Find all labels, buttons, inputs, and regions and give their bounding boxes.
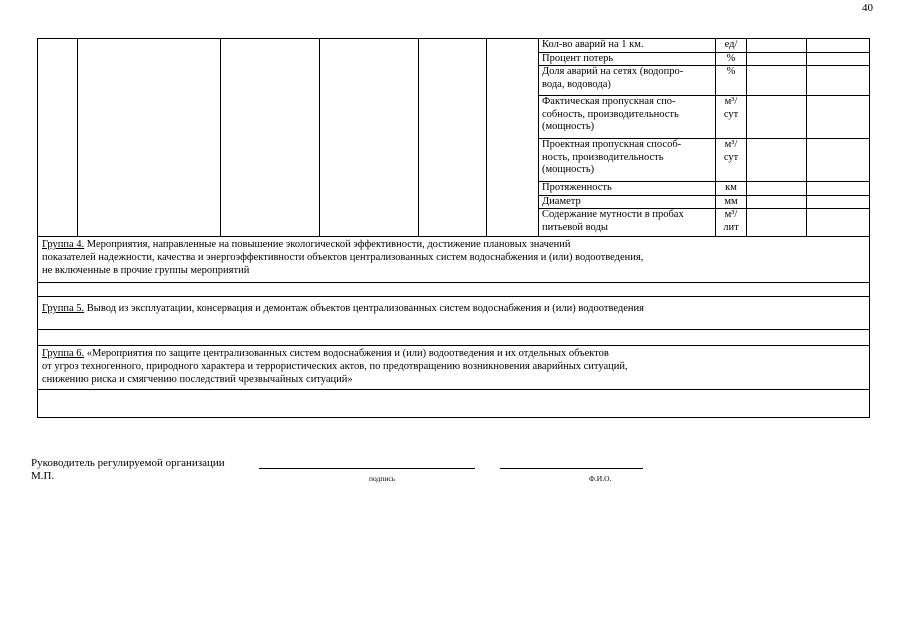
empty-cell — [38, 39, 78, 237]
value-cell — [747, 209, 807, 237]
indicator-name: Протяженность — [539, 182, 716, 196]
group-label: Группа 4. — [42, 239, 85, 251]
empty-cell — [487, 39, 539, 237]
group-heading — [38, 237, 870, 283]
group-label: Группа 5. — [42, 303, 85, 315]
page-number: 40 — [862, 2, 873, 14]
group-row — [38, 346, 870, 390]
value-cell — [807, 139, 870, 182]
indicator-name: Диаметр — [539, 195, 716, 209]
value-cell — [747, 52, 807, 66]
value-cell — [807, 195, 870, 209]
indicator-name: Кол-во аварий на 1 км. — [539, 39, 716, 53]
value-cell — [747, 182, 807, 196]
indicator-name: Процент потерь — [539, 52, 716, 66]
indicator-unit: м³/ сут — [716, 139, 747, 182]
group-heading — [38, 346, 870, 390]
indicator-name: Доля аварий на сетях (водопро- вода, водовода) — [539, 66, 716, 96]
empty-row — [38, 330, 870, 346]
empty-cell — [78, 39, 221, 237]
signature-line — [259, 468, 475, 469]
value-cell — [747, 195, 807, 209]
value-cell — [807, 66, 870, 96]
table-body — [38, 39, 870, 418]
measures-table — [37, 38, 870, 418]
value-cell — [807, 209, 870, 237]
group-text: «Мероприятия по защите централизованных систем водоснабжения и (или) водоотведения и их отдельных объектов от угроз техногенного, природного характера и террористических актов, по предотвращению возникновения аварийных ситуаций, снижению риска и смягчению последствий чрезвычайных ситуаций» — [42, 348, 628, 385]
group-text: Мероприятия, направленные на повышение экологической эффективности, достижение плановых значений показателей надежности, качества и энергоэффективности объектов централизованных систем водоснабжения и (или) водоотведения, не включенные в прочие группы мероприятий — [42, 239, 644, 276]
empty-row — [38, 283, 870, 297]
indicator-unit: м³/ сут — [716, 96, 747, 139]
indicator-name: Проектная пропускная способ- ность, производительность (мощность) — [539, 139, 716, 182]
value-cell — [747, 139, 807, 182]
empty-cell — [419, 39, 487, 237]
empty-cell — [38, 390, 870, 418]
head-label: Руководитель регулируемой организации — [31, 457, 225, 469]
group-text: Вывод из эксплуатации, консервация и демонтаж объектов централизованных систем водоснабжения и (или) водоотведения — [84, 303, 644, 315]
value-cell — [807, 39, 870, 53]
name-line — [500, 468, 643, 469]
indicator-unit: мм — [716, 195, 747, 209]
indicator-unit: % — [716, 52, 747, 66]
empty-cell — [38, 330, 870, 346]
value-cell — [807, 182, 870, 196]
empty-cell — [320, 39, 419, 237]
indicator-row — [38, 39, 870, 53]
value-cell — [747, 66, 807, 96]
indicator-unit: % — [716, 66, 747, 96]
indicator-unit: м³/ лит — [716, 209, 747, 237]
indicator-unit: км — [716, 182, 747, 196]
value-cell — [807, 96, 870, 139]
value-cell — [747, 39, 807, 53]
stamp-label: М.П. — [31, 470, 55, 482]
name-caption: Ф.И.О. — [589, 474, 612, 483]
empty-cell — [221, 39, 320, 237]
group-row — [38, 237, 870, 283]
signature-caption: подпись — [369, 474, 396, 483]
indicator-name: Фактическая пропускная спо- собность, производительность (мощность) — [539, 96, 716, 139]
group-label: Группа 6. — [42, 348, 85, 360]
value-cell — [747, 96, 807, 139]
group-row — [38, 297, 870, 330]
empty-cell — [38, 283, 870, 297]
value-cell — [807, 52, 870, 66]
empty-row — [38, 390, 870, 418]
indicator-unit: ед/ — [716, 39, 747, 53]
group-heading — [38, 297, 870, 330]
indicator-name: Содержание мутности в пробах питьевой воды — [539, 209, 716, 237]
